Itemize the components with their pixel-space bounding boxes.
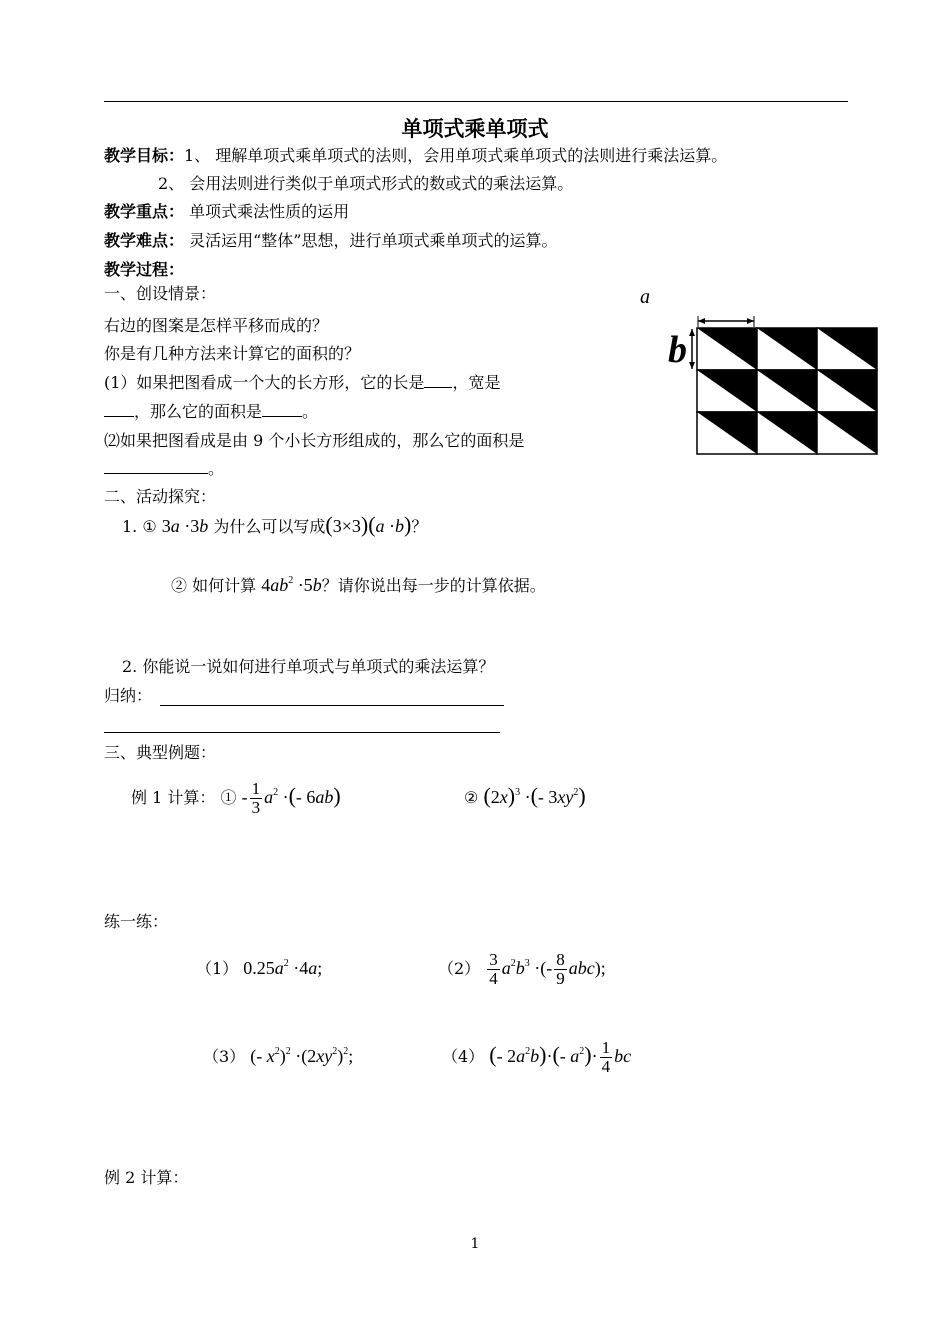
practice-2 bbox=[438, 944, 606, 989]
section-1-q4: ⑵如果把图看成是由 9 个小长方形组成的，那么它的面积是 bbox=[104, 431, 525, 450]
figure-label-b: b bbox=[668, 329, 687, 371]
objectives-label: 教学目标： bbox=[104, 146, 185, 165]
page-number: 1 bbox=[470, 1236, 480, 1252]
example-1-a-marker: ① bbox=[220, 788, 237, 807]
section-1-q2: 你是有几种方法来计算它的面积的？ bbox=[104, 344, 361, 363]
q2-end: ？请你说出每一步的计算依据。 bbox=[321, 576, 546, 595]
process-label: 教学过程： bbox=[104, 260, 185, 279]
difficulty bbox=[104, 231, 557, 251]
practice-2-marker: （2） bbox=[438, 959, 481, 978]
objectives-line-1 bbox=[104, 146, 727, 166]
practice-4 bbox=[442, 1032, 631, 1077]
expr-ex1-a: - $\frac{1}{3}$ $a^2$ ·(- 6ab) bbox=[241, 779, 341, 818]
section-2-q2 bbox=[171, 569, 546, 598]
example-1-b bbox=[464, 773, 586, 818]
practice-label: 练一练： bbox=[104, 912, 169, 931]
q2-prefix: ② 如何计算 bbox=[171, 576, 257, 595]
expr-p3: (- $x^2)^2 \cdot(2xy^2)^2$; bbox=[250, 1046, 354, 1066]
objective-1: 1、 理解单项式乘单项式的法则，会用单项式乘单项式的法则进行乘法运算。 bbox=[184, 146, 728, 165]
summary-label: 归纳： bbox=[104, 686, 153, 705]
arrow-head-left bbox=[698, 318, 705, 324]
figure-label-a: a bbox=[640, 286, 650, 308]
section-1-q4-line-2 bbox=[104, 459, 224, 479]
q1-prefix: 1. ① bbox=[122, 517, 157, 536]
section-1-q3-line-1 bbox=[104, 373, 500, 393]
section-3-heading: 三、典型例题： bbox=[104, 743, 217, 762]
summary-line bbox=[104, 686, 152, 706]
summary-blank-1 bbox=[160, 705, 504, 706]
section-1-q3-line-2 bbox=[104, 402, 318, 422]
page-title: 单项式乘单项式 bbox=[401, 117, 549, 141]
triangle-pattern-figure bbox=[684, 313, 884, 463]
area-9-blank bbox=[104, 459, 208, 474]
practice-1 bbox=[196, 944, 322, 989]
width-blank bbox=[104, 402, 134, 417]
expr-3a-3b: 3a ·3b bbox=[161, 516, 209, 536]
expr-4ab2-5b: $4ab^2 \cdot 5b$ bbox=[261, 575, 322, 595]
summary-blank-2 bbox=[104, 732, 500, 733]
difficulty-text: 灵活运用“整体”思想，进行单项式乘单项式的运算。 bbox=[189, 231, 558, 250]
section-1-q3-area-text: ，那么它的面积是 bbox=[134, 402, 263, 421]
q1-mid: 为什么可以写成 bbox=[213, 517, 326, 536]
practice-1-marker: （1） bbox=[196, 959, 239, 978]
difficulty-label: 教学难点： bbox=[104, 231, 185, 250]
objective-2: 2、 会用法则进行类似于单项式形式的数或式的乘法运算。 bbox=[158, 174, 574, 193]
practice-3-marker: （3） bbox=[203, 1047, 246, 1066]
section-1-q1: 右边的图案是怎样平移而成的？ bbox=[104, 316, 329, 335]
practice-4-marker: （4） bbox=[442, 1047, 485, 1066]
expr-p2: $\frac{3}{4}$ $a^2b^3$ ·(- $\frac{8}{9}$ abc); bbox=[489, 950, 606, 989]
example-1-label: 例 1 计算： bbox=[131, 788, 216, 807]
example-1-b-marker: ② bbox=[464, 788, 479, 807]
header-rule bbox=[104, 101, 848, 102]
area-blank bbox=[262, 402, 302, 417]
triangle-cells bbox=[697, 328, 877, 454]
section-2-q1 bbox=[122, 513, 427, 539]
expr-3x3-ab: (3×3)(a ·b) bbox=[325, 512, 412, 537]
q1-end: ？ bbox=[411, 517, 428, 536]
expr-ex1-b: $(2x)^3$ ·(- $3xy^2$) bbox=[483, 783, 586, 808]
example-2-label: 例 2 计算： bbox=[104, 1168, 189, 1187]
period: 。 bbox=[208, 459, 225, 478]
key-point-text: 单项式乘法性质的运用 bbox=[189, 202, 350, 221]
key-point bbox=[104, 202, 349, 222]
expr-p1: $0.25a^2 \cdot 4a$; bbox=[243, 958, 323, 978]
section-1-q3-width-text: ，宽是 bbox=[452, 373, 501, 392]
section-2-q3: 2. 你能说一说如何进行单项式与单项式的乘法运算？ bbox=[122, 657, 495, 676]
arrow-head-right bbox=[747, 318, 754, 324]
section-1-q3-text: (1）如果把图看成一个大的长方形，它的长是 bbox=[104, 373, 425, 392]
period: 。 bbox=[302, 402, 319, 421]
section-2-heading: 二、活动探究： bbox=[104, 487, 217, 506]
example-1 bbox=[131, 773, 341, 818]
length-blank bbox=[424, 373, 452, 388]
expr-p4: (- $2a^2b)\cdot(-$ $a^2)\cdot$ $\frac{1}{4}$ bc bbox=[489, 1038, 632, 1077]
key-point-label: 教学重点： bbox=[104, 202, 185, 221]
practice-3 bbox=[203, 1032, 353, 1077]
section-1-heading: 一、创设情景： bbox=[104, 284, 217, 303]
